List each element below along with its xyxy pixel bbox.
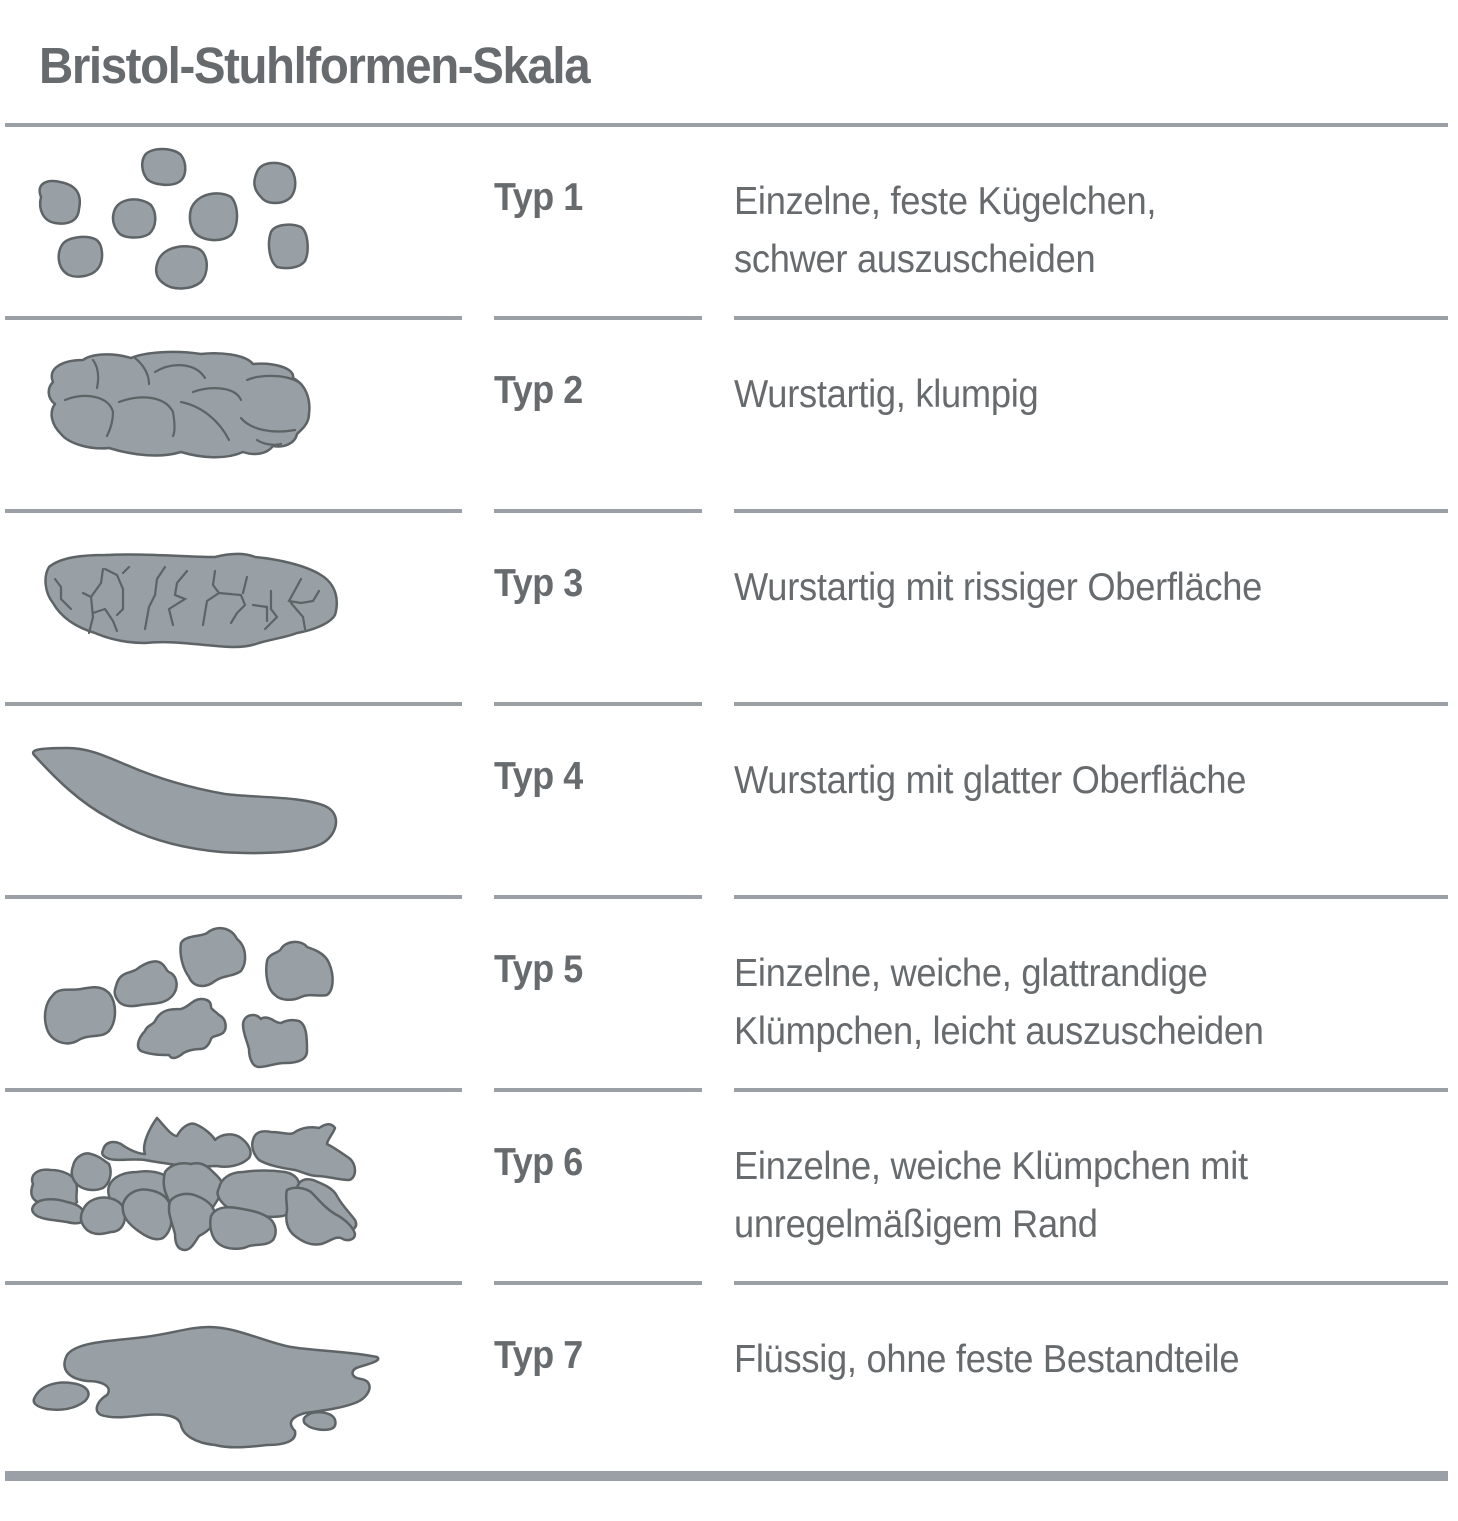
liquid-puddle-icon [5, 1285, 462, 1478]
type-label: Typ 3 [494, 562, 583, 605]
type-description [734, 559, 1404, 617]
type-label: Typ 4 [494, 755, 583, 798]
type-description [734, 945, 1404, 1061]
scale-row-typ-3 [0, 513, 1458, 706]
separate-hard-lumps-icon [5, 127, 462, 320]
type-description [734, 173, 1404, 289]
scale-row-typ-7 [0, 1285, 1458, 1478]
scale-row-typ-2 [0, 320, 1458, 513]
cracked-sausage-icon [5, 513, 462, 706]
type-description [734, 366, 1404, 424]
scale-row-typ-6 [0, 1092, 1458, 1285]
lumpy-sausage-icon [5, 320, 462, 513]
scale-row-typ-5 [0, 899, 1458, 1092]
type-description [734, 1138, 1404, 1254]
description-line: Einzelne, feste Kügelchen, [734, 180, 1157, 223]
fluffy-pieces-icon [5, 1092, 462, 1285]
description-line: unregelmäßigem Rand [734, 1203, 1098, 1246]
description-line: Flüssig, ohne feste Bestandteile [734, 1338, 1240, 1381]
smooth-sausage-icon [5, 706, 462, 899]
type-label: Typ 5 [494, 948, 583, 991]
scale-row-typ-1 [0, 127, 1458, 320]
type-label: Typ 1 [494, 176, 583, 219]
page-title: Bristol-Stuhlformen-Skala [39, 37, 590, 94]
description-line: schwer auszuscheiden [734, 238, 1096, 281]
type-label: Typ 6 [494, 1141, 583, 1184]
description-line: Einzelne, weiche Klümpchen mit [734, 1145, 1248, 1188]
type-label: Typ 7 [494, 1334, 583, 1377]
description-line: Wurstartig, klumpig [734, 373, 1039, 416]
soft-blobs-icon [5, 899, 462, 1092]
description-line: Klümpchen, leicht auszuscheiden [734, 1010, 1264, 1053]
type-label: Typ 2 [494, 369, 583, 412]
bottom-divider [5, 1471, 1448, 1481]
type-description [734, 1331, 1404, 1389]
scale-row-typ-4 [0, 706, 1458, 899]
type-description [734, 752, 1404, 810]
description-line: Wurstartig mit glatter Oberfläche [734, 759, 1247, 802]
description-line: Wurstartig mit rissiger Oberfläche [734, 566, 1263, 609]
description-line: Einzelne, weiche, glattrandige [734, 952, 1208, 995]
